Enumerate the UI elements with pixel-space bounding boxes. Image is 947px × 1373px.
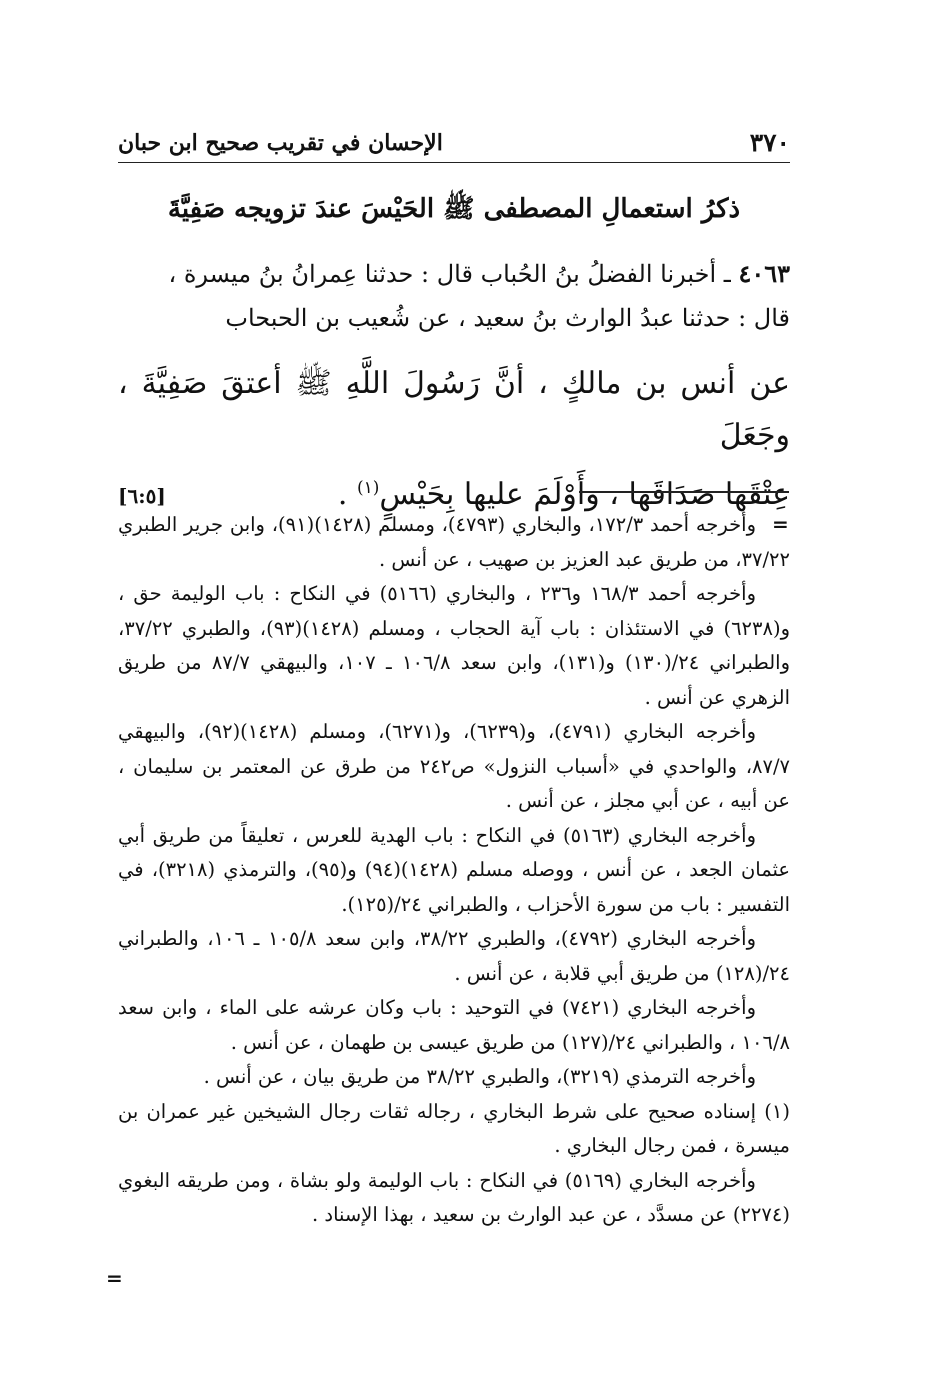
footnotes — [118, 508, 790, 1233]
hadith-number: ٤٠٦٣ — [738, 259, 790, 288]
isnad-line-1 — [118, 252, 790, 296]
reference-code: [٦:٥] — [118, 484, 166, 508]
footnote-paragraph: وأخرجه أحمد ١٦٨/٣ و٢٣٦ ، والبخاري (٥١٦٦) في النكاح : باب الوليمة حق ، و(٦٢٣٨) في الاستئذان : باب آية الحجاب ، ومسلم (١٤٢٨)(٩٣)، والطبري ٣٧/٢٢، والطبراني ٢٤/(١٣٠) و(١٣١)، وابن سعد ١٠٦/٨ ـ ١٠٧، والبيهقي ٨٧/٧ من طريق الزهري عن أنس . — [118, 582, 791, 709]
footnote-separator — [579, 491, 789, 493]
page-header — [118, 128, 790, 163]
hadith-isnad — [118, 252, 790, 340]
footnote-paragraph: وأخرجه البخاري (٥١٦٩) في النكاح : باب الوليمة ولو بشاة ، ومن طريقه البغوي (٢٢٧٤) عن مسدَّد ، عن عبد الوارث بن سعيد ، بهذا الإسناد . — [118, 1168, 790, 1226]
isnad-text-1: ـ أخبرنا الفضلُ بنُ الحُباب قال : حدثنا عِمرانُ بنُ ميسرة ، — [168, 260, 731, 288]
footnote-paragraph: وأخرجه أحمد ١٧٢/٣، والبخاري (٤٧٩٣)، ومسلم (١٤٢٨)(٩١)، وابن جرير الطبري ٣٧/٢٢، من طريق عبد العزيز بن صهيب ، عن أنس . — [118, 513, 790, 571]
matn-text-2: عِتْقَها صَدَاقَها ، وأَوْلَمَ عليها بِحَيْسٍ — [379, 477, 790, 512]
running-title: الإحسان في تقريب صحيح ابن حبان — [118, 130, 443, 156]
continuation-mark: = — [772, 512, 789, 536]
hadith-matn — [118, 358, 790, 521]
footnote-paragraph: وأخرجه البخاري (٤٧٩٢)، والطبري ٣٨/٢٢، وابن سعد ١٠٥/٨ ـ ١٠٦، والطبراني ٢٤/(١٢٨) من طريق أبي قلابة ، عن أنس . — [118, 927, 790, 985]
footnote-paragraph: وأخرجه البخاري (٥١٦٣) في النكاح : باب الهدية للعرس ، تعليقاً من طريق أبي عثمان الجعد ، عن أنس ، ووصله مسلم (١٤٢٨)(٩٤) و(٩٥)، والترمذي (٣٢١٨)، في التفسير : باب من سورة الأحزاب ، والطبراني ٢٤/(١٢٥). — [118, 823, 790, 916]
footnote-paragraph: وأخرجه البخاري (٧٤٢١) في التوحيد : باب وكان عرشه على الماء ، وابن سعد ١٠٦/٨ ، والطبراني ٢٤/(١٢٧) من طريق عيسى بن طهمان ، عن أنس . — [118, 996, 790, 1054]
footnote-paragraph: وأخرجه البخاري (٤٧٩١)، و(٦٢٣٩)، و(٦٢٧١)، ومسلم (١٤٢٨)(٩٢)، والبيهقي ٨٧/٧، والواحدي في «أسباب النزول» ص٢٤٢ من طرق عن المعتمر بن سليمان ، عن أبيه ، عن أبي مجلز ، عن أنس . — [118, 720, 790, 812]
chapter-title: ذكرُ استعمالِ المصطفى ﷺ الحَيْسَ عندَ تزويجه صَفِيَّةَ — [167, 194, 741, 224]
matn-line-1: عن أنس بن مالكٍ ، أنَّ رَسُولَ اللَّهِ ﷺ أعتقَ صَفِيَّةَ ، وجَعَلَ — [118, 366, 790, 453]
isnad-line-2: قال : حدثنا عبدُ الوارث بنُ سعيد ، عن شُعيب بن الحبحاب — [225, 304, 790, 332]
page-number: ٣٧٠ — [749, 128, 790, 157]
end-mark: = — [106, 1266, 123, 1290]
footnote-reference: (١) — [356, 478, 380, 498]
matn-end: . — [337, 477, 357, 512]
footnote-1: (١) إسناده صحيح على شرط البخاري ، رجاله ثقات رجال الشيخين غير عمران بن ميسرة ، فمن رجال البخاري . — [118, 1099, 790, 1157]
footnote-paragraph: وأخرجه الترمذي (٣٢١٩)، والطبري ٣٨/٢٢ من طريق بيان ، عن أنس . — [203, 1065, 756, 1088]
